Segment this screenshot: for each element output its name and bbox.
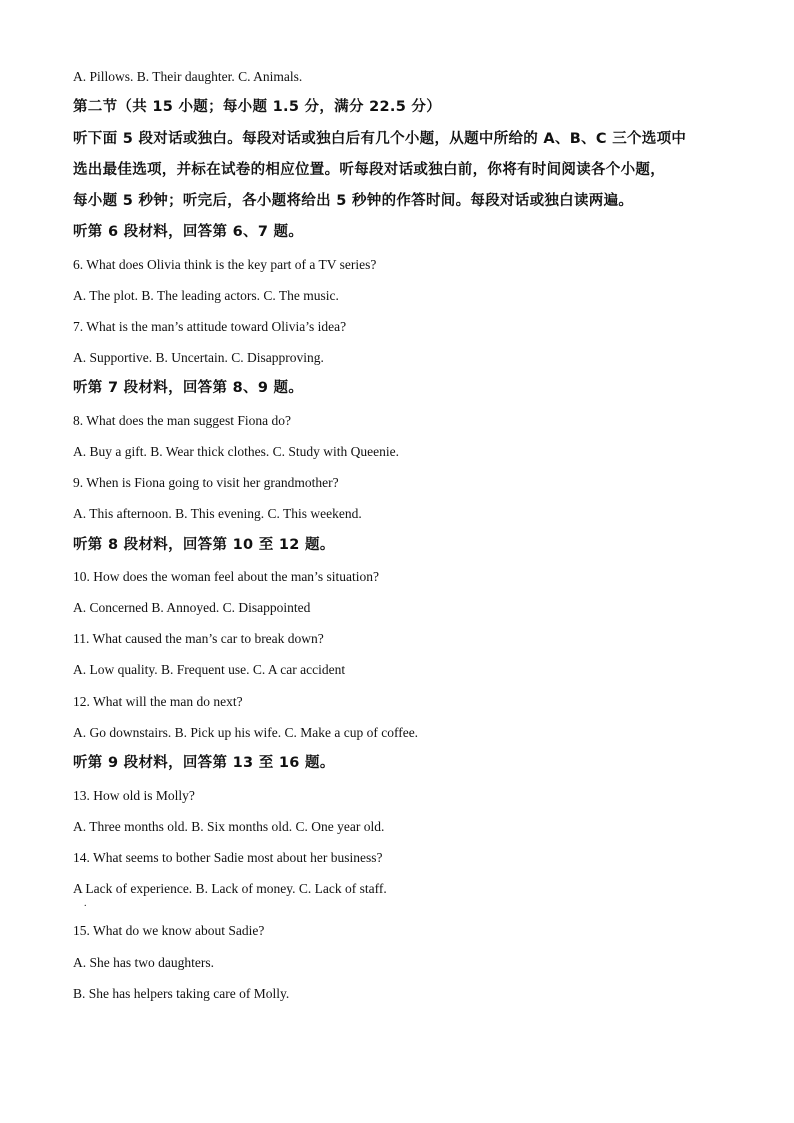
answer-options-q9: A. This afternoon. B. This evening. C. This weekend. — [73, 506, 362, 521]
answer-option-q15-b: B. She has helpers taking care of Molly. — [73, 986, 290, 1001]
answer-option-q15-a: A. She has two daughters. — [73, 955, 214, 970]
section-two-heading: 第二节（共 15 小题；每小题 1.5 分，满分 22.5 分） — [73, 99, 442, 115]
answer-options-q11: A. Low quality. B. Frequent use. C. A car accident — [73, 662, 346, 677]
material-6-heading: 听第 6 段材料，回答第 6、7 题。 — [73, 224, 304, 240]
section-instructions-line-1: 听下面 5 段对话或独白。每段对话或独白后有几个小题，从题中所给的 A、B、C 三个选项中 — [73, 131, 687, 147]
answer-options-q12: A. Go downstairs. B. Pick up his wife. C. Make a cup of coffee. — [73, 725, 419, 740]
answer-options-q5: A. Pillows. B. Their daughter. C. Animals. — [73, 69, 303, 84]
question-12: 12. What will the man do next? — [73, 694, 243, 709]
question-10: 10. How does the woman feel about the man’s situation? — [73, 569, 379, 584]
section-instructions-line-3: 每小题 5 秒钟；听完后，各小题将给出 5 秒钟的作答时间。每段对话或独白读两遍。 — [73, 193, 634, 209]
answer-options-q7: A. Supportive. B. Uncertain. C. Disapproving. — [73, 350, 324, 365]
question-7: 7. What is the man’s attitude toward Olivia’s idea? — [73, 319, 347, 334]
stray-dot-mark: . — [84, 898, 87, 909]
material-9-heading: 听第 9 段材料，回答第 13 至 16 题。 — [73, 755, 335, 771]
answer-options-q14: A Lack of experience. B. Lack of money. C. Lack of staff. — [73, 881, 387, 896]
question-13: 13. How old is Molly? — [73, 788, 195, 803]
answer-options-q8: A. Buy a gift. B. Wear thick clothes. C. Study with Queenie. — [73, 444, 399, 459]
material-8-heading: 听第 8 段材料，回答第 10 至 12 题。 — [73, 537, 335, 553]
section-instructions-line-2: 选出最佳选项，并标在试卷的相应位置。听每段对话或独白前，你将有时间阅读各个小题， — [73, 162, 665, 178]
question-11: 11. What caused the man’s car to break down? — [73, 631, 324, 646]
question-15: 15. What do we know about Sadie? — [73, 923, 265, 938]
answer-options-q13: A. Three months old. B. Six months old. C. One year old. — [73, 819, 385, 834]
question-14: 14. What seems to bother Sadie most about her business? — [73, 850, 383, 865]
answer-options-q6: A. The plot. B. The leading actors. C. The music. — [73, 288, 339, 303]
answer-options-q10: A. Concerned B. Annoyed. C. Disappointed — [73, 600, 311, 615]
question-8: 8. What does the man suggest Fiona do? — [73, 413, 291, 428]
question-9: 9. When is Fiona going to visit her grandmother? — [73, 475, 339, 490]
question-6: 6. What does Olivia think is the key part of a TV series? — [73, 257, 377, 272]
material-7-heading: 听第 7 段材料，回答第 8、9 题。 — [73, 380, 304, 396]
